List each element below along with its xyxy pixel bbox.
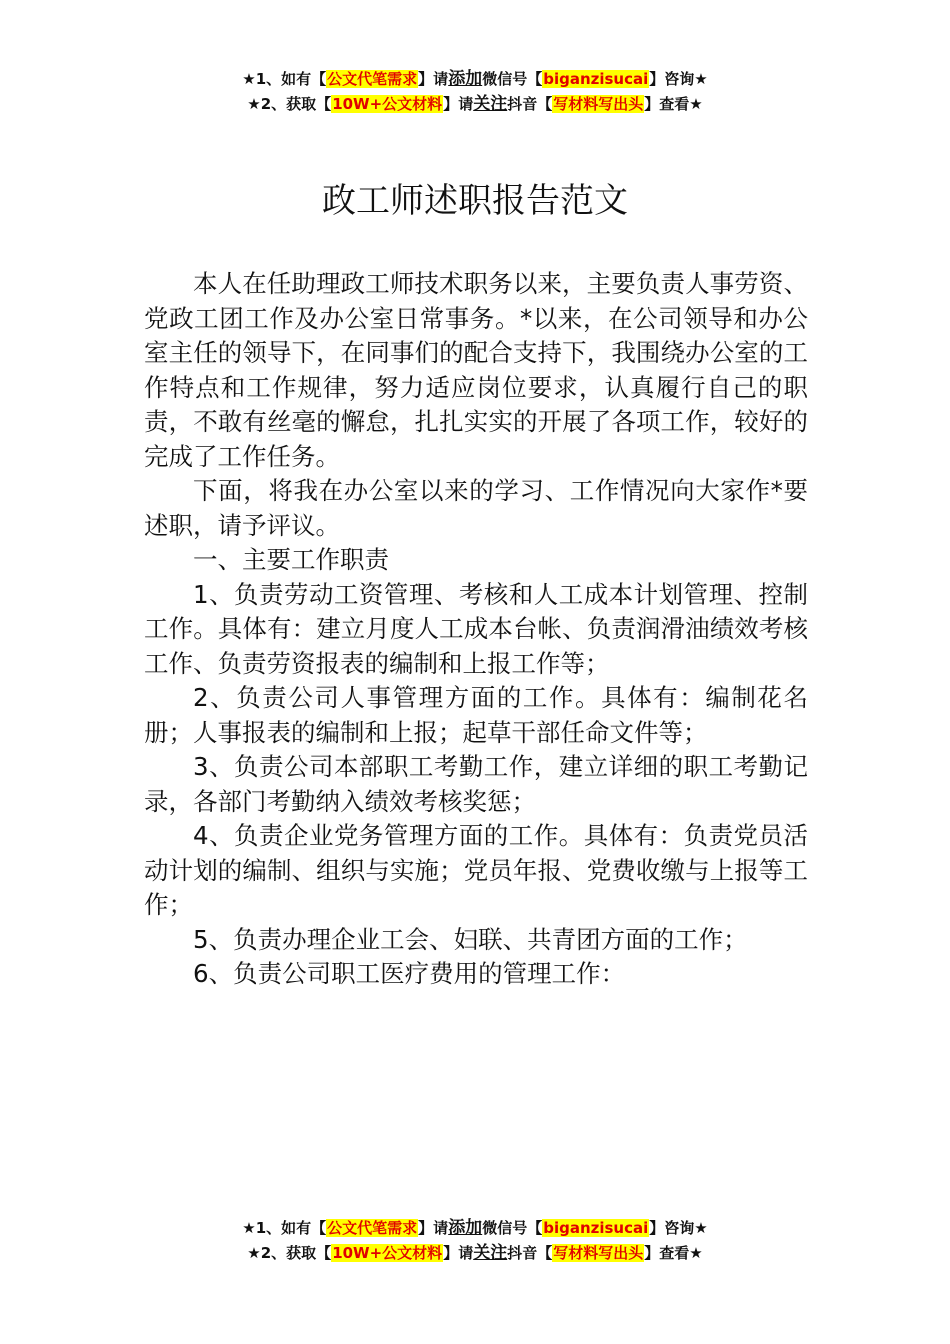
highlight-douyin-account: 写材料写出头 [553,1244,644,1262]
emphasis-follow: 关注 [473,1243,508,1263]
banner-line-2 [0,1241,950,1266]
banner-text: 微信号【 [482,1219,543,1237]
highlight-service: 公文代笔需求 [327,70,418,88]
banner-text: ★1、如有【 [242,1219,327,1237]
header-banner [0,67,950,117]
emphasis-add: 添加 [448,69,483,89]
footer-banner [0,1216,950,1266]
paragraph: 下面，将我在办公室以来的学习、工作情况向大家作*要述职，请予评议。 [144,476,808,540]
list-item: 5、负责办理企业工会、妇联、共青团方面的工作； [193,924,748,954]
section-heading: 一、主要工作职责 [193,545,389,574]
banner-text: 】请 [418,1219,449,1237]
banner-line-2 [0,92,950,117]
list-item: 3、负责公司本部职工考勤工作，建立详细的职工考勤记录，各部门考勤纳入绩效考核奖惩； [144,752,808,816]
document-title: 政工师述职报告范文 [322,181,628,221]
document-body [144,267,808,992]
paragraph: 本人在任助理政工师技术职务以来，主要负责人事劳资、党政工团工作及办公室日常事务。*以来，在公司领导和办公室主任的领导下，在同事们的配合支持下，我围绕办公室的工作特点和工作规律，努力适应岗位要求，认真履行自己的职责，不敢有丝毫的懈怠，扎扎实实的开展了各项工作，较好的完成了工作任务。 [144,269,808,471]
list-item: 1、负责劳动工资管理、考核和人工成本计划管理、控制工作。具体有：建立月度人工成本台帐、负责润滑油绩效考核工作、负责劳资报表的编制和上报工作等； [144,579,808,678]
banner-text: 】查看★ [644,95,703,113]
banner-text: ★2、获取【 [247,1244,332,1262]
banner-text: ★1、如有【 [242,70,327,88]
list-item: 4、负责企业党务管理方面的工作。具体有：负责党员活动计划的编制、组织与实施；党员年报、党费收缴与上报等工作； [144,821,808,919]
list-item: 2、负责公司人事管理方面的工作。具体有：编制花名册；人事报表的编制和上报；起草干部任命文件等； [144,683,808,747]
highlight-materials: 10W+公文材料 [332,95,443,113]
emphasis-follow: 关注 [473,94,508,114]
banner-text: 】咨询★ [649,1219,708,1237]
banner-text: 微信号【 [482,70,543,88]
banner-line-1 [0,67,950,92]
banner-text: 】咨询★ [649,70,708,88]
banner-line-1 [0,1216,950,1241]
highlight-materials: 10W+公文材料 [332,1244,443,1262]
banner-text: 】请 [443,1244,474,1262]
highlight-douyin-account: 写材料写出头 [553,95,644,113]
banner-text: 】查看★ [644,1244,703,1262]
highlight-service: 公文代笔需求 [327,1219,418,1237]
banner-text: 抖音【 [507,1244,553,1262]
banner-text: ★2、获取【 [247,95,332,113]
banner-text: 抖音【 [507,95,553,113]
highlight-wechat-id: biganzisucai [543,1219,649,1237]
emphasis-add: 添加 [448,1218,483,1238]
banner-text: 】请 [443,95,474,113]
banner-text: 】请 [418,70,449,88]
list-item: 6、负责公司职工医疗费用的管理工作： [193,959,626,988]
highlight-wechat-id: biganzisucai [543,70,649,88]
